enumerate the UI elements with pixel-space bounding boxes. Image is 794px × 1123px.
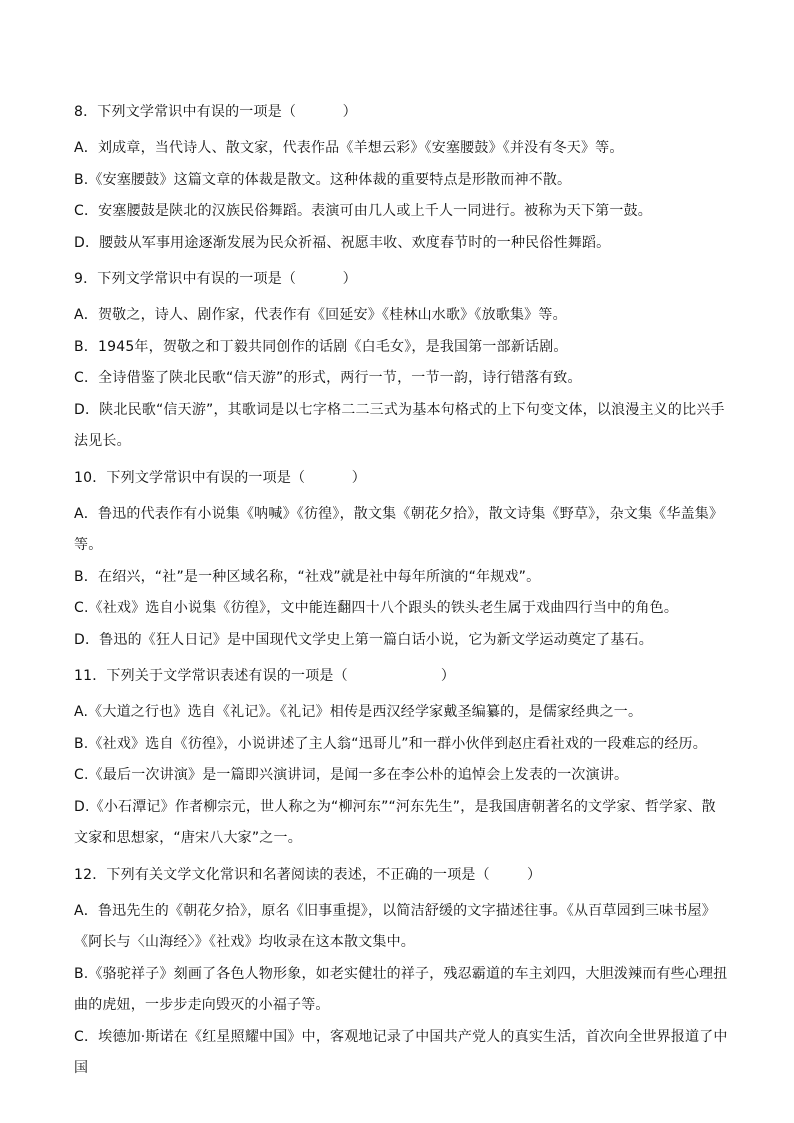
question-12 — [74, 865, 730, 1085]
question-title: 12．下列有关文学文化常识和名著阅读的表述，不正确的一项是（ ） — [74, 866, 542, 883]
option-c: C．安塞腰鼓是陕北的汉族民俗舞蹈。表演可由几人或上千人一同进行。被称为天下第一鼓。 — [74, 203, 652, 219]
question-spacer — [74, 458, 730, 468]
question-11 — [74, 666, 730, 855]
option-a: A．贺敬之，诗人、剧作家，代表作有《回延安》《桂林山水歌》《放歌集》等。 — [74, 307, 567, 323]
option-a: A．刘成章，当代诗人、散文家，代表作品《羊想云彩》《安塞腰鼓》《并没有冬天》等。 — [74, 140, 624, 156]
option-d: D．腰鼓从军事用途逐渐发展为民众祈福、祝愿丰收、欢度春节时的一种民俗性舞蹈。 — [74, 234, 611, 251]
question-9 — [74, 269, 730, 458]
option-a: A．鲁迅的代表作有小说集《呐喊》《彷徨》，散文集《朝花夕拾》，散文诗集《野草》，杂文集《华盖集》等。 — [74, 505, 724, 553]
option-b: B.《安塞腰鼓》这篇文章的体裁是散文。这种体裁的重要特点是形散而神不散。 — [74, 171, 572, 188]
option-b: B.《骆驼祥子》刻画了各色人物形象，如老实健壮的祥子，残忍霸道的车主刘四，大胆泼辣而有些心理扭曲的虎妞，一步步走向毁灭的小福子等。 — [74, 965, 728, 1013]
question-title: 9．下列文学常识中有误的一项是（ ） — [74, 271, 357, 287]
option-c: C．埃德加·斯诺在《红星照耀中国》中，客观地记录了中国共产党人的真实生活，首次向全世界报道了中国 — [74, 1028, 728, 1076]
option-d: D．鲁迅的《狂人日记》是中国现代文学史上第一篇白话小说，它为新文学运动奠定了基石。 — [74, 631, 653, 648]
question-title: 11．下列关于文学常识表述有误的一项是（ ） — [74, 668, 456, 684]
option-a: A．鲁迅先生的《朝花夕拾》，原名《旧事重提》，以简洁舒缓的文字描述往事。《从百草园到三味书屋》《阿长与〈山海经〉》《社戏》均收录在这本散文集中。 — [74, 902, 716, 950]
option-d: D.《小石潭记》作者柳宗元，世人称之为“柳河东”“河东先生”，是我国唐朝著名的文学家、哲学家、散文家和思想家，“唐宋八大家”之一。 — [74, 798, 716, 846]
option-d: D．陕北民歌“信天游”，其歌词是以七字格二二三式为基本句格式的上下句变文体，以浪漫主义的比兴手法见长。 — [74, 401, 725, 449]
question-title: 10．下列文学常识中有误的一项是（ ） — [74, 469, 366, 486]
option-c: C.《社戏》选自小说集《彷徨》，文中能连翻四十八个跟头的铁头老生属于戏曲四行当中的角色。 — [74, 600, 679, 616]
question-list — [74, 102, 730, 1085]
question-title: 8．下列文学常识中有误的一项是（ ） — [74, 104, 357, 120]
question-8 — [74, 102, 730, 259]
question-spacer — [74, 259, 730, 269]
option-b: B．1945年，贺敬之和丁毅共同创作的话剧《白毛女》，是我国第一部新话剧。 — [74, 338, 568, 355]
option-b: B．在绍兴，“社”是一种区域名称，“社戏”就是社中每年所演的“年规戏”。 — [74, 568, 541, 585]
question-spacer — [74, 855, 730, 865]
question-spacer — [74, 656, 730, 666]
option-c: C.《最后一次讲演》是一篇即兴演讲词，是闻一多在李公朴的追悼会上发表的一次演讲。 — [74, 767, 629, 783]
option-c: C．全诗借鉴了陕北民歌“信天游”的形式，两行一节，一节一韵，诗行错落有致。 — [74, 370, 582, 386]
option-b: B.《社戏》选自《彷徨》，小说讲述了主人翁“迅哥儿”和一群小伙伴到赵庄看社戏的一段难忘的经历。 — [74, 735, 707, 752]
option-a: A.《大道之行也》选自《礼记》。《礼记》相传是西汉经学家戴圣编纂的，是儒家经典之一。 — [74, 704, 643, 720]
question-10 — [74, 468, 730, 657]
